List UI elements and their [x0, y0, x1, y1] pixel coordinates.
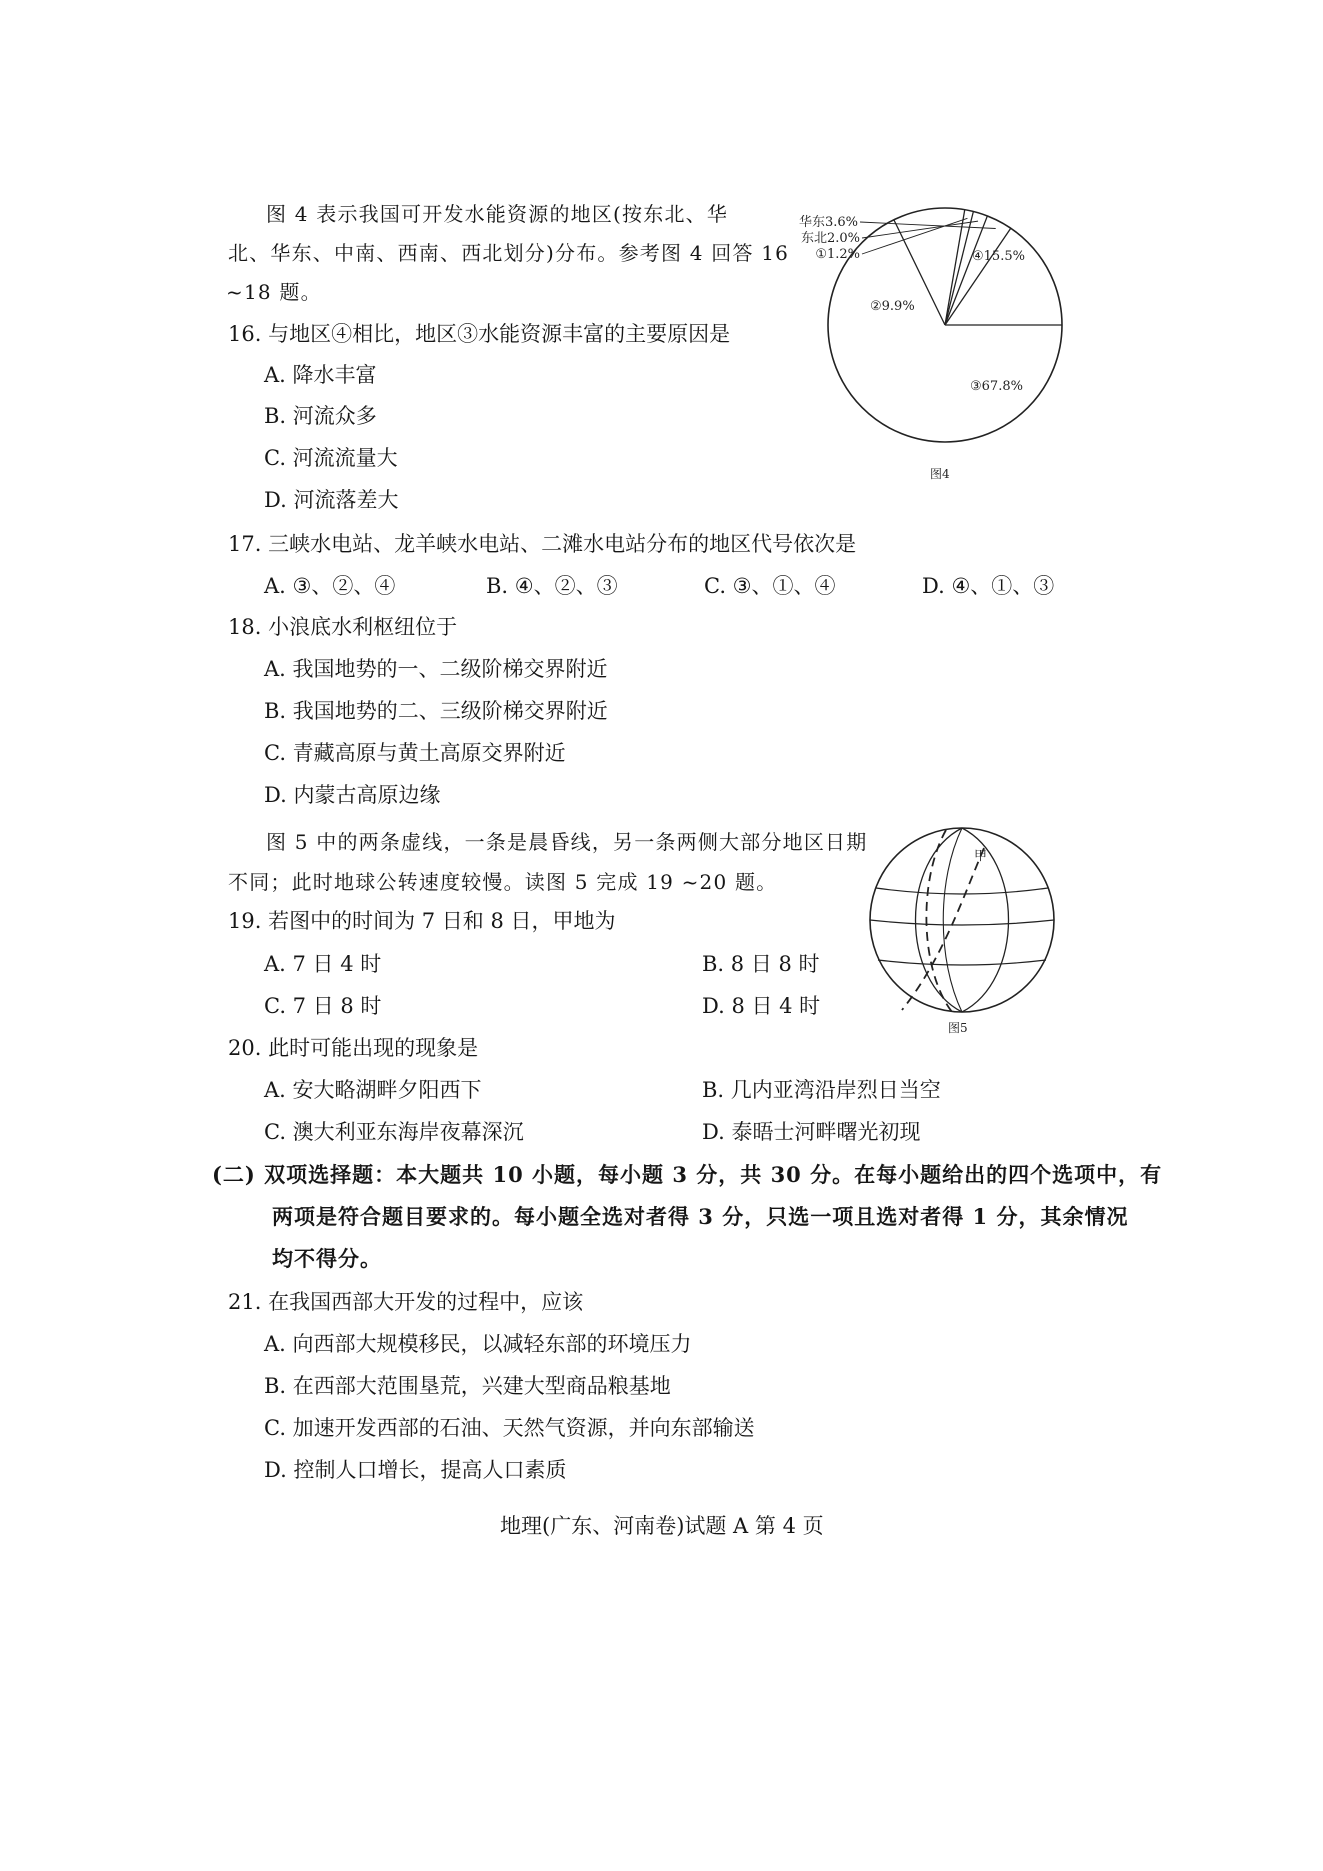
figure-5-globe: [862, 820, 1062, 1036]
question-20-option-d: D. 泰晤士河畔曙光初现: [702, 1120, 921, 1144]
question-17-option-d: D. ④、①、③: [922, 574, 1055, 598]
pie-slice-boundary: [945, 216, 987, 325]
pie-slice-label: 华东3.6%: [798, 215, 858, 230]
section-2-line: 两项是符合题目要求的。每小题全选对者得 3 分，只选一项且选对者得 1 分，其余情况: [272, 1204, 1129, 1229]
pie-slice-label: ②9.9%: [870, 299, 915, 314]
question-20-option-a: A. 安大略湖畔夕阳西下: [264, 1078, 482, 1102]
pie-leader-line: [862, 218, 967, 254]
pie-slice-boundary: [945, 211, 973, 325]
question-19-option-c: C. 7 日 8 时: [264, 994, 382, 1018]
question-20-option-b: B. 几内亚湾沿岸烈日当空: [702, 1078, 941, 1102]
section-2-heading: (二) 双项选择题：本大题共 10 小题，每小题 3 分，共 30 分。在每小题给出的四个选项中，有: [212, 1162, 1163, 1187]
question-21-stem: 21. 在我国西部大开发的过程中，应该: [228, 1290, 584, 1314]
intro-line: 图 5 中的两条虚线，一条是晨昏线，另一条两侧大部分地区日期: [266, 830, 868, 854]
question-18-option-d: D. 内蒙古高原边缘: [264, 783, 441, 807]
question-20-stem: 20. 此时可能出现的现象是: [228, 1036, 479, 1060]
pie-slice-label: ③67.8%: [970, 379, 1023, 394]
intro-line: 北、华东、中南、西南、西北划分)分布。参考图 4 回答 16: [228, 241, 790, 265]
intro-line: ~18 题。: [226, 280, 322, 304]
question-18-option-c: C. 青藏高原与黄土高原交界附近: [264, 741, 566, 765]
question-18-stem: 18. 小浪底水利枢纽位于: [228, 615, 458, 639]
question-17-option-b: B. ④、②、③: [486, 574, 618, 598]
pie-slice-label: 东北2.0%: [800, 231, 860, 246]
question-16-option-a: A. 降水丰富: [264, 363, 377, 387]
question-19-option-d: D. 8 日 4 时: [702, 994, 821, 1018]
pie-slice-boundary: [945, 228, 1011, 325]
globe-outline: [870, 828, 1054, 1012]
question-17-stem: 17. 三峡水电站、龙羊峡水电站、二滩水电站分布的地区代号依次是: [228, 532, 857, 556]
question-19-option-b: B. 8 日 8 时: [702, 952, 820, 976]
globe-parallel: [876, 888, 1048, 894]
figure-4-pie-chart: [760, 200, 1090, 480]
section-2-line: 均不得分。: [272, 1246, 382, 1271]
question-21-option-c: C. 加速开发西部的石油、天然气资源，并向东部输送: [264, 1416, 755, 1440]
question-19-option-a: A. 7 日 4 时: [264, 952, 382, 976]
point-jia-label: 甲: [974, 849, 988, 864]
question-16-option-d: D. 河流落差大: [264, 488, 399, 512]
question-16-stem: 16. 与地区④相比，地区③水能资源丰富的主要原因是: [228, 322, 731, 346]
question-21-option-b: B. 在西部大范围垦荒，兴建大型商品粮基地: [264, 1374, 671, 1398]
globe-parallel: [870, 920, 1054, 925]
question-20-option-c: C. 澳大利亚东海岸夜幕深沉: [264, 1120, 524, 1144]
globe-parallel: [878, 960, 1046, 965]
question-19-stem: 19. 若图中的时间为 7 日和 8 日，甲地为: [228, 909, 616, 933]
question-16-option-b: B. 河流众多: [264, 404, 377, 428]
intro-line: 不同；此时地球公转速度较慢。读图 5 完成 19 ~20 题。: [228, 870, 778, 894]
question-16-option-c: C. 河流流量大: [264, 446, 398, 470]
figure-4-caption: 图4: [930, 467, 950, 480]
pie-slice-label: ④15.5%: [972, 249, 1025, 264]
question-18-option-b: B. 我国地势的二、三级阶梯交界附近: [264, 699, 608, 723]
question-21-option-a: A. 向西部大规模移民，以减轻东部的环境压力: [264, 1332, 692, 1356]
question-17-option-c: C. ③、①、④: [704, 574, 836, 598]
terminator-dashed-line: [926, 830, 952, 1012]
page-footer: 地理(广东、河南卷)试题 A 第 4 页: [500, 1514, 824, 1538]
question-17-option-a: A. ③、②、④: [264, 574, 396, 598]
figure-5-caption: 图5: [948, 1021, 968, 1035]
question-21-option-d: D. 控制人口增长，提高人口素质: [264, 1458, 567, 1482]
globe-meridian: [943, 828, 962, 1012]
question-18-option-a: A. 我国地势的一、二级阶梯交界附近: [264, 657, 608, 681]
intro-line: 图 4 表示我国可开发水能资源的地区(按东北、华: [266, 202, 729, 226]
pie-slice-label: ①1.2%: [815, 247, 860, 262]
